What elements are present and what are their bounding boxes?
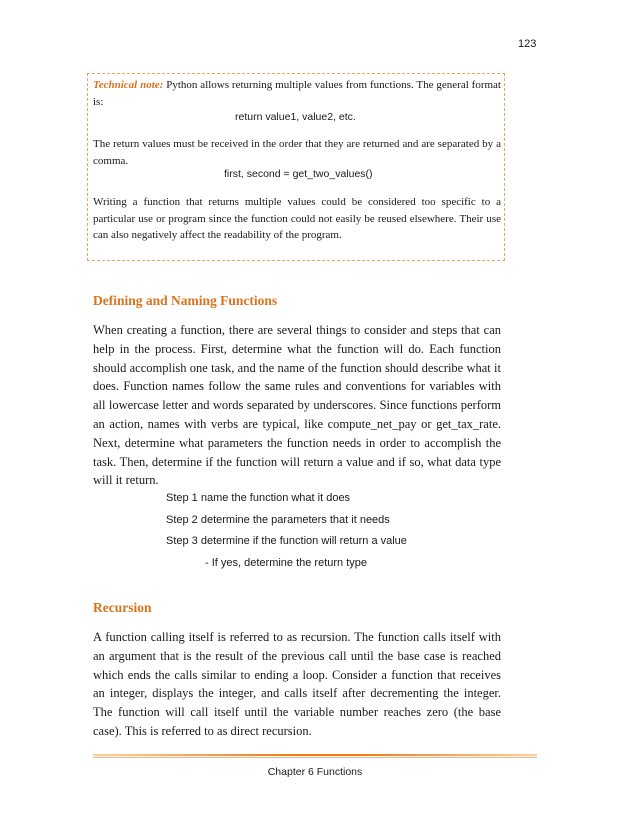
section-body-recursion: A function calling itself is referred to as recursion. The function calls itself with an argument that is the result of the previous call until the base case is reached which ends the calls similar to ending a loop. Consider a function that receives an integer, displays the integer, and calls itself after decrementing the integer. The function will call itself until the variable number reaches zero (the base case). This is referred to as direct recursion. [93,630,501,738]
footer-chapter: Chapter 6 Functions [267,766,363,778]
technical-note-intro [93,77,501,110]
section-heading-recursion: Recursion [93,600,152,615]
technical-note-para3: Writing a function that returns multiple values could be considered too specific to a particular use or program since the function could not easily be reused elsewhere. Their use can also negatively affect the readability of the program. [93,196,501,241]
section-body-defining: When creating a function, there are several things to consider and steps that can help in the process. First, determine what the function will do. Each function should accomplish one task, and the name of the function should describe what it does. Function names follow the same rules and conventions for variables with all lowercase letter and words separated by underscores. Since functions perform an action, names with verbs are typical, like compute_net_pay or get_tax_rate. Next, determine what parameters the function needs in order to accomplish the task. Then, determine if the function will return a value and if so, what data type will it return. [93,323,501,488]
page-number: 123 [518,38,537,50]
section-heading-defining: Defining and Naming Functions [93,293,278,308]
technical-note-para2: The return values must be received in the order that they are returned and are separated by a comma. [93,138,501,167]
technical-note-title: Technical note: [93,79,164,91]
technical-note-intro-text: Python allows returning multiple values from functions. The general format is: [93,79,501,108]
step-1: Step 1 name the function what it does [166,492,351,504]
step-2: Step 2 determine the parameters that it needs [166,514,390,526]
code-get-two-values: first, second = get_two_values() [224,168,373,180]
substep-return-type: - If yes, determine the return type [205,557,368,569]
footer-rule [93,754,537,756]
code-return-values: return value1, value2, etc. [235,111,356,123]
step-3: Step 3 determine if the function will return a value [166,535,407,547]
footer-rule-thin [93,757,537,758]
